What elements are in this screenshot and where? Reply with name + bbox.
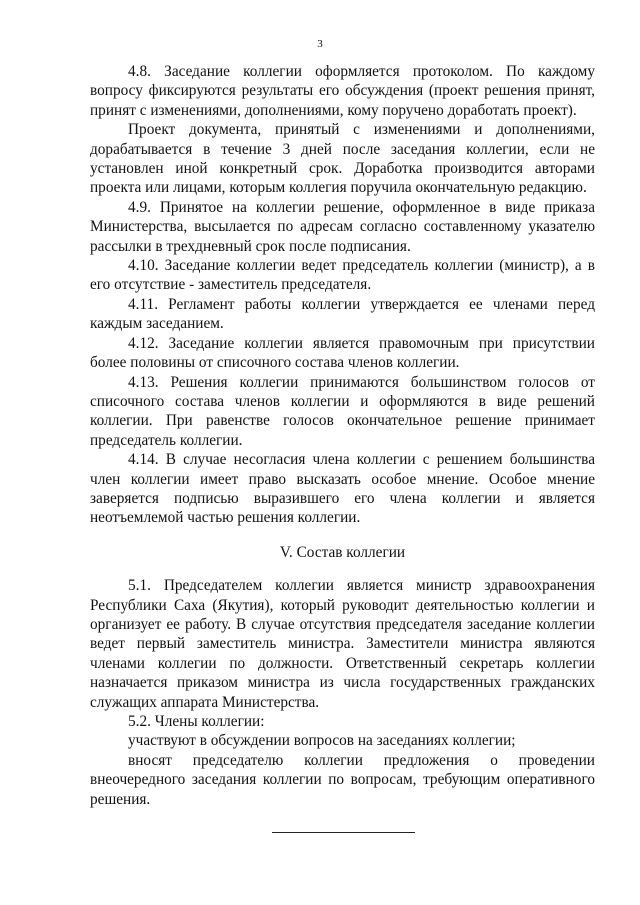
paragraph-4-8: 4.8. Заседание коллегии оформляется протоколом. По каждому вопросу фиксируются результаты его обсуждения (проект решения принят, принят с изменениями, дополнениями, кому поручено доработать проект). [90,63,595,119]
paragraph-members-propose: вносят председателю коллегии предложения о проведении внеочередного заседания коллегии по вопросам, требующим оперативного решения. [90,751,595,808]
paragraph-4-14: 4.14. В случае несогласия члена коллегии с решением большинства член коллегии имеет право высказать особое мнение. Особое мнение заверяется подписью выразившего его члена коллегии и является неотъемлемой частью решения коллегии. [90,451,595,527]
paragraph-4-10: 4.10. Заседание коллегии ведет председатель коллегии (министр), а в его отсутствие - заместитель председателя. [90,257,595,294]
paragraph-4-13: 4.13. Решения коллегии принимаются большинством голосов от списочного состава членов коллегии и оформляются в виде решений коллегии. При равенстве голосов окончательное решение принимает председатель коллегии. [90,373,595,449]
page-number: 3 [317,38,323,50]
footer-separator-line [272,832,415,833]
paragraph-4-9: 4.9. Принятое на коллегии решение, оформленное в виде приказа Министерства, высылается по адресам согласно составленному указателю рассылки в трехдневный срок после подписания. [90,198,595,255]
paragraph-5-1: 5.1. Председателем коллегии является министр здравоохранения Республики Саха (Якутия), который руководит деятельностью коллегии и организует ее работу. В случае отсутствия председателя заседание коллегии ведет первый заместитель министра. Заместители министра являются членами коллегии по должности. Ответственный секретарь коллегии назначается приказом министра из числа государственных гражданских служащих аппарата Министерства. [90,577,595,711]
section-heading: V. Состав коллегии [279,543,406,561]
paragraph-members-participate: участвуют в обсуждении вопросов на заседаниях коллегии; [128,732,516,750]
paragraph-4-12: 4.12. Заседание коллегии является правомочным при присутствии более половины от списочного состава членов коллегии. [90,334,595,372]
paragraph-5-2: 5.2. Члены коллегии: [128,713,265,730]
paragraph-4-11: 4.11. Регламент работы коллегии утверждается ее членами перед каждым заседанием. [90,295,595,333]
paragraph-draft-revision: Проект документа, принятый с изменениями и дополнениями, дорабатывается в течение 3 дней после заседания коллегии, если не установлен иной конкретный срок. Доработка производится авторами проекта или лицами, которым коллегия поручила окончательную редакцию. [90,121,595,197]
document-body [90,62,595,809]
